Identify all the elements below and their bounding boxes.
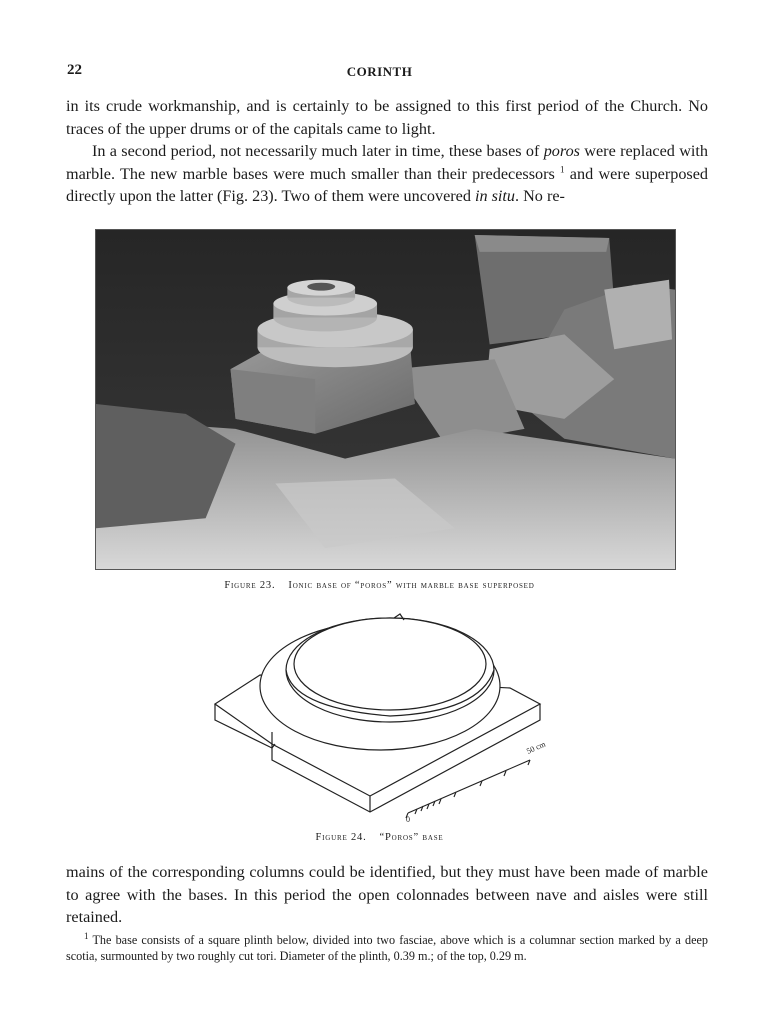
- figure-24-caption: Figure 24. “Poros” base: [315, 832, 444, 843]
- figure-24-drawing: [210, 608, 570, 830]
- page-header: [0, 62, 759, 82]
- footnote: [66, 932, 708, 964]
- running-head: CORINTH: [346, 64, 413, 79]
- paragraph-3: mains of the corresponding columns could be identified, but they must have been made of marble to agree with the bases. In this period the open colonnades between nave and aisles were still retained.: [66, 863, 708, 926]
- page-number: 22: [67, 62, 82, 78]
- footnote-text: The base consists of a square plinth below, divided into two fasciae, above which is a columnar section marked by a deep scotia, surmounted by two roughly cut tori. Diameter of the plinth, 0.39 m.; of the top, 0.29 m.: [66, 933, 709, 963]
- paragraph-2: In a second period, not necessarily much later in time, these bases of poros were replaced with marble. The new marble bases were much smaller than their predecessors $^1$ and were superposed directly upon the latter (Fig. 23). Two of them were uncovered in situ. No re-: [66, 142, 708, 205]
- scale-end-label: 50 cm: [525, 739, 547, 756]
- footnote-ref: 1: [560, 164, 565, 175]
- figure-23-photo: [95, 229, 676, 570]
- footnote-marker: 1: [84, 930, 89, 941]
- scale-start-label: 0: [406, 815, 410, 824]
- figure-23-caption: Figure 23. Ionic base of “poros” with marble base superposed: [224, 580, 535, 591]
- paragraph-1: in its crude workmanship, and is certainly to be assigned to this first period of the Church. No traces of the upper drums or of the capitals came to light.: [66, 97, 708, 138]
